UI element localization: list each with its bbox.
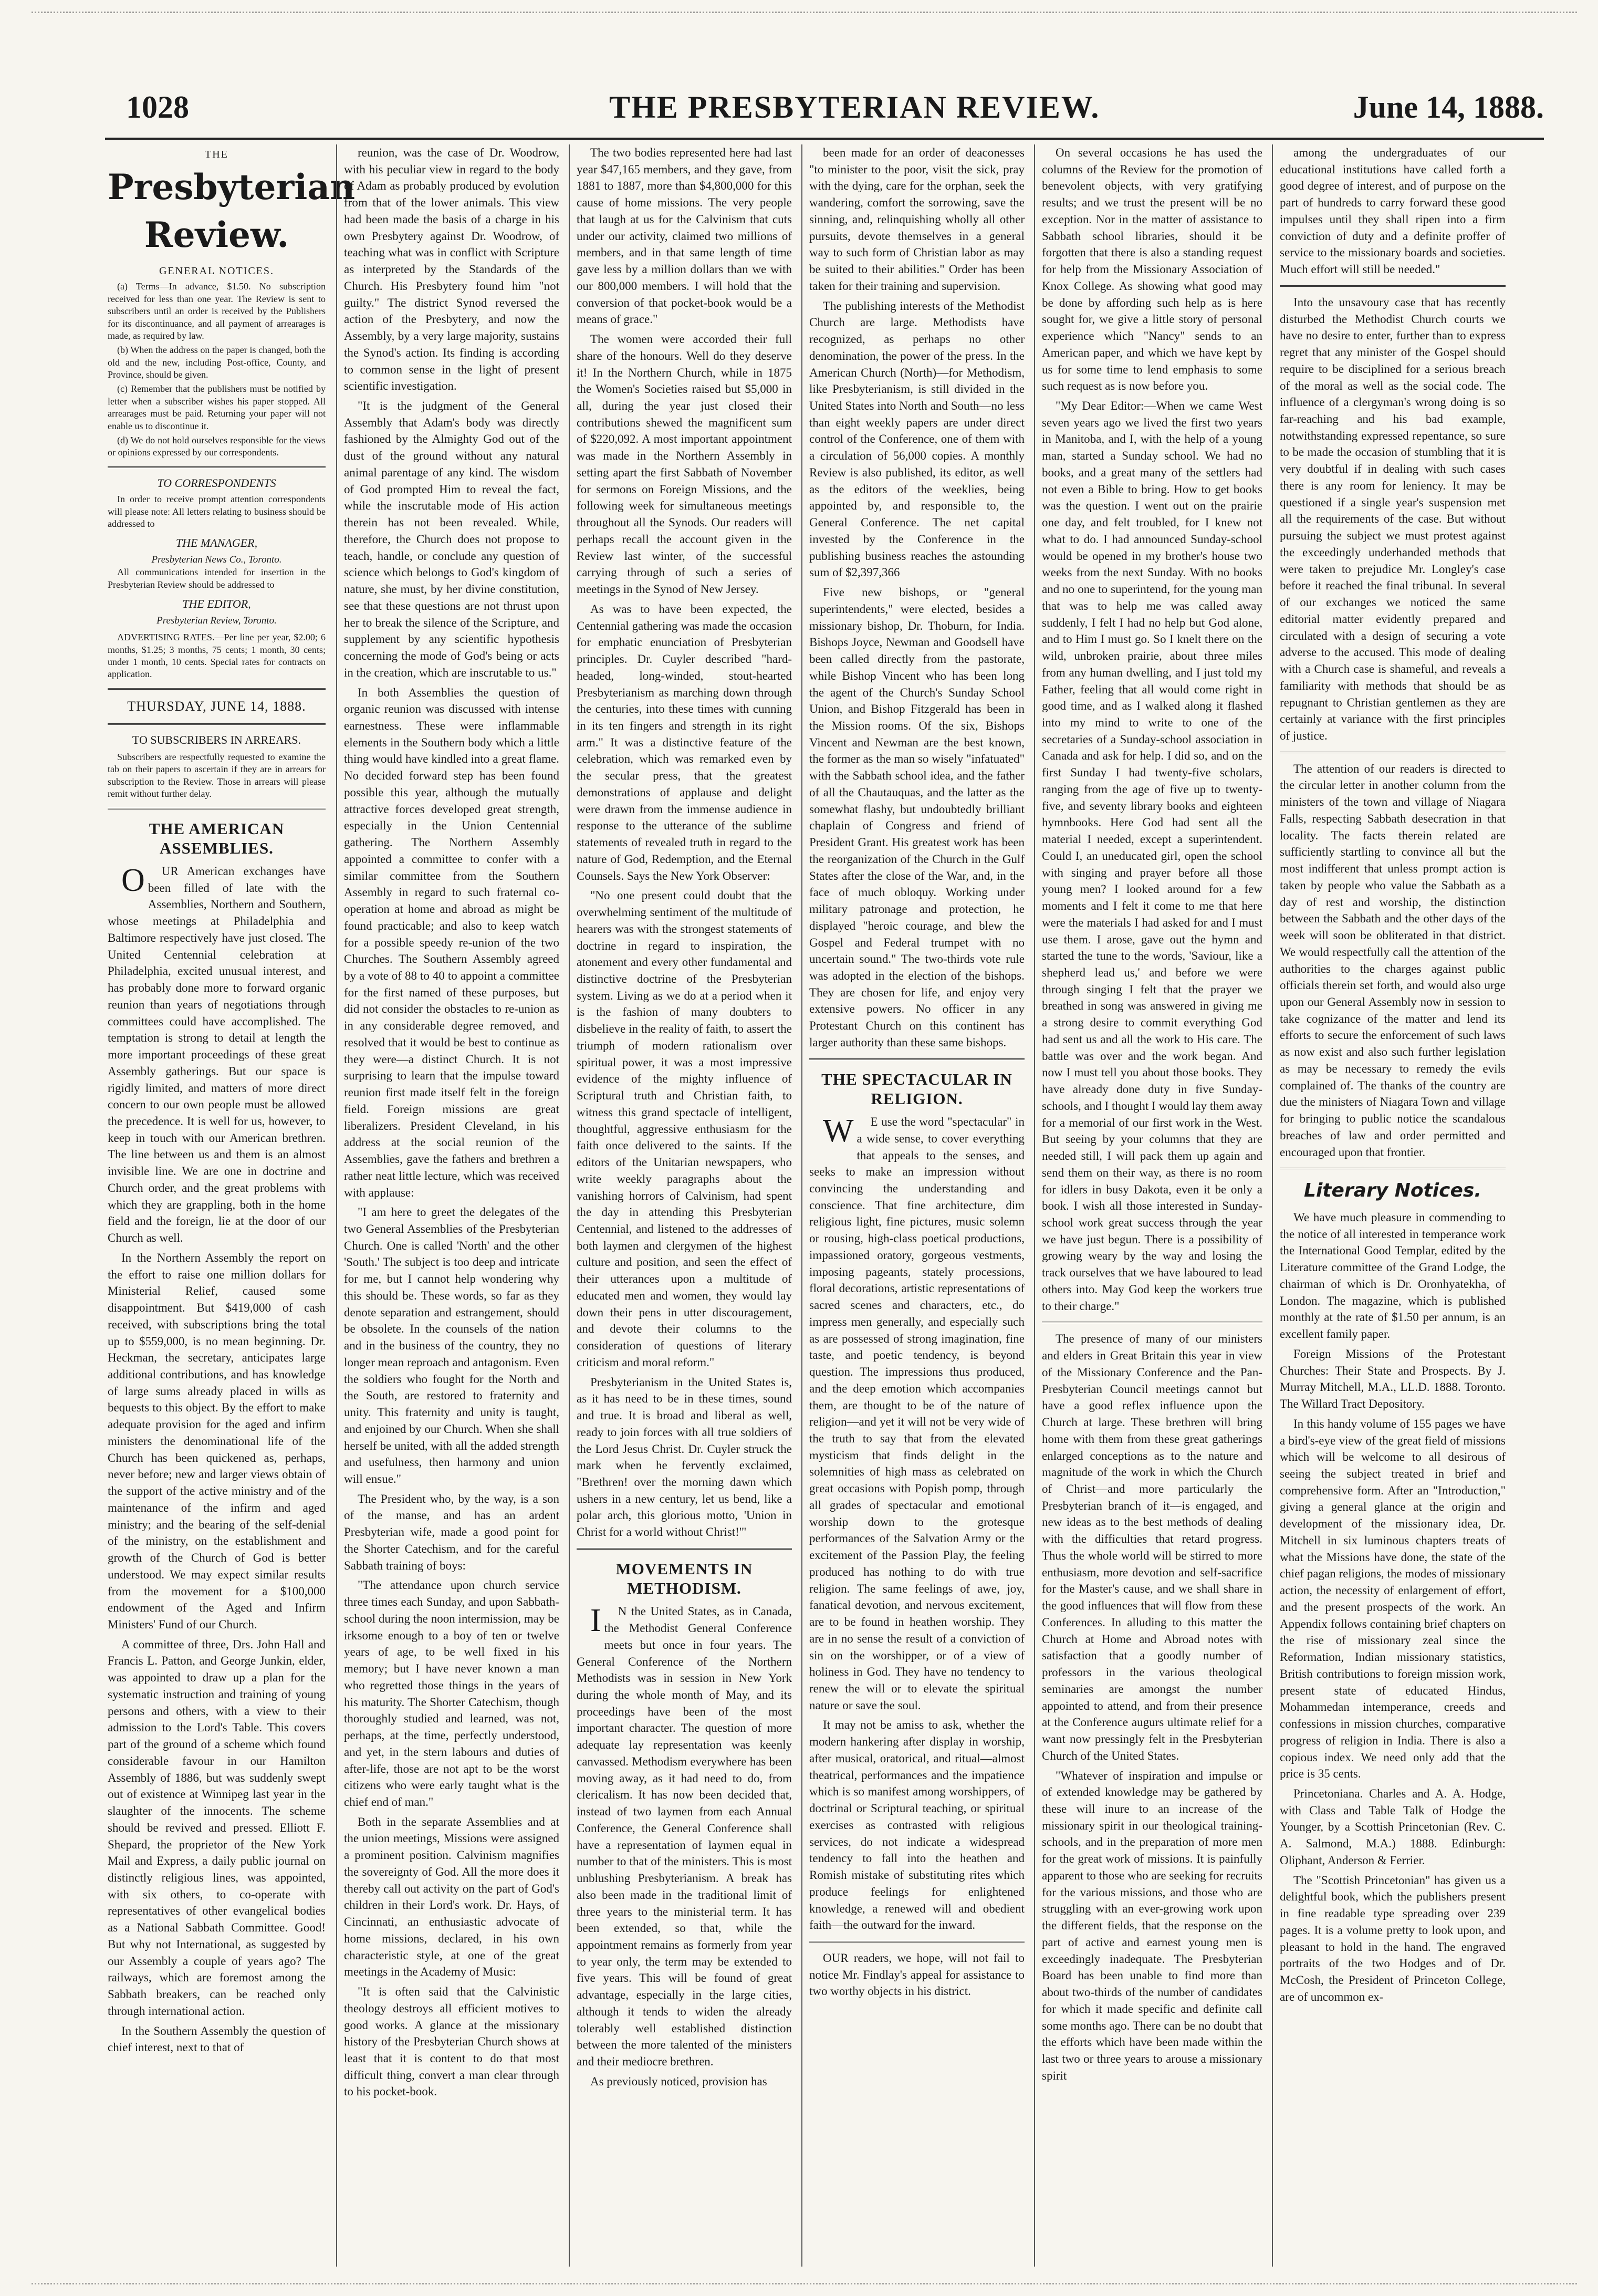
article-paragraph: The "Scottish Princetonian" has given us a delightful book, which the publishers present in fine readable type spreading over 239 pages. It is a volume pretty to look upon, and pleasant to hold in the hand. The engraved portraits of the two Hodges and of Dr. McCosh, the President of Princeton College, are of uncommon ex- <box>1280 1873 1506 2003</box>
article-spectacular-religion <box>809 1114 1025 1934</box>
notice-item: (c) Remember that the publishers must be notified by letter when a subscriber wishes his paper stopped. All arrearages must be paid. Returning your paper will not enable us to discontinue it. <box>108 383 326 431</box>
notice-item: (a) Terms—In advance, $1.50. No subscription received for less than one year. The Review is sent to subscribers until an order is received by the Publishers for its discontinuance, and all payment of arrearages is made, as required by law. <box>108 281 326 341</box>
article-paragraph: among the undergraduates of our educational institutions have called forth a good degree of interest, and of purpose on the part of hundreds to carry forward these good impulses until they shall ripen into a firm conviction of duty and a definite proffer of service to the missionary boards and societies. Much effort will still be needed." <box>1280 146 1506 276</box>
article-paragraph: "I am here to greet the delegates of the two General Assemblies of the Presbyterian Church. One is called 'North' and the other 'South.' The subject is too deep and intricate for me, but I cannot help wondering why this should be. These words, so far as they denote separation and estrangement, should be obsolete. In the counsels of the nation and in the business of the country, they no longer mean reproach and antagonism. Even the soldiers who fought for the North and the South, are restored to fraternity and unity. This fraternity and unity is taught, and enjoined by our Church. When she shall herself be united, with all the added strength and usefulness, then harmony and union will ensue." <box>344 1206 560 1486</box>
article-paragraph: In this handy volume of 155 pages we have a bird's-eye view of the great field of missions which will be welcome to all desirous of seeing the subject treated in brief and comprehensive form. After an "Introduction," giving a general glance at the origin and development of the missionary idea, Dr. Mitchell in six luminous chapters treats of what the Missions have done, the state of the chief pagan religions, the modes of missionary action, the necessity of enlargement of effort, and the present prospects of the work. An Appendix follows containing brief chapters on the rise of missionary zeal since the Reformation, Indian missionary statistics, British contributions to foreign mission work, present state of educated Hindus, Mohammedan intemperance, creeds and confessions in mission churches, comparative progress of religion in India. There is also a copious index. We need only add that the price is 35 cents. <box>1280 1417 1506 1781</box>
column-5 <box>1042 144 1262 2267</box>
column-6 <box>1280 144 1506 2267</box>
column-3 <box>577 144 792 2267</box>
manager-address: Presbyterian News Co., Toronto. <box>151 554 282 565</box>
divider <box>108 466 326 468</box>
correspondents-heading: TO CORRESPONDENTS <box>157 476 276 490</box>
article-paragraph: The publishing interests of the Methodist Church are large. Methodists have recognized, as perhaps no other denomination, the power of the press. In the American Church (North)—for Methodism, like Presbyterianism, is still divided in the United States into North and South—no less than eight weekly papers are under direct control of the Conference, one of them with a circulation of 56,000 copies. A monthly Review is also published, its editor, as well as the editors of the weeklies, being appointed by, and responsible to, the General Conference. The net capital invested by the Conference in the publishing business reaches the astounding sum of $2,397,366 <box>809 299 1025 579</box>
divider <box>108 808 326 809</box>
article-american-assemblies <box>108 863 326 2056</box>
article-paragraph: The two bodies represented here had last year $47,165 members, and they gave, from 1881 to 1887, more than $4,800,000 for this cause of home missions. The very people that laugh at us for the Calvinism that cuts under our activity, claimed two millions of members, and in that same length of time gave less by a million dollars than we with our 800,000 members. I will hold that the conversion of that pocket-book would be a means of grace." <box>577 146 792 326</box>
column-rule <box>336 144 337 2267</box>
article-paragraph: IN the United States, as in Canada, the Methodist General Conference meets but once in four years. The General Conference of the Northern Methodists was in session in New York during the whole month of May, and its proceedings have been of the most important character. The question of more adequate lay representation was keenly canvassed. Methodism everywhere has been moving away, as it had need to do, from clericalism. It has now been decided that, instead of two laymen from each Annual Conference, the General Conference shall have a representation of laymen equal in number to that of the ministers. This is most unblushing Presbyterianism. A break has also been made in the traditional limit of three years to the ministerial term. It has been extended, so that, while the appointment remains as formerly from year to year only, the term may be extended to five years. This will be found of great advantage, especially in the large cities, although it tends to widen the already tolerably well established distinction between the more talented of the ministers and their mediocre brethren. <box>577 1603 792 2069</box>
editor-paragraph: All communications intended for insertion in the Presbyterian Review should be addressed to <box>108 567 326 590</box>
article-paragraph: In both Assemblies the question of organic reunion was discussed with intense earnestness. These were inflammable elements in the Southern body which a little thing would have kindled into a great flame. No decided forward step has been found possible this year, although the mutually attractive forces developed great strength, especially in the Union Centennial gathering. The Northern Assembly appointed a committee to confer with a similar committee from the Southern Assembly in regard to such fraternal co-operation at home and abroad as might be found practicable; and also to keep watch for a possible speedy re-union of the two Churches. The Southern Assembly agreed by a vote of 88 to 40 to appoint a committee for the first named of these purposes, but did not consider the obstacles to re-union as in any considerable degree removed, and resolved that it would be best to continue as they were—a distinct Church. It is not surprising to learn that the impulse toward reunion first made itself felt in the foreign field. Foreign missions are great liberalizers. President Cleveland, in his address at the social reunion of the Assemblies, gave the fathers and brethren a rather neat little lecture, which was received with applause: <box>344 685 559 1199</box>
editor-heading: THE EDITOR, <box>182 597 251 611</box>
article-paragraph: The attention of our readers is directed to the circular letter in another column from the ministers of the town and village of Niagara Falls, respecting Sabbath desecration in that locality. The facts therein related are sufficiently startling to convince all but the most indifferent that unless prompt action is taken by people who value the Sabbath as a day of rest and worship, the distinction between the Sabbath and the other days of the week will soon be obliterated in that district. We would respectfully call the attention of the authorities to the charges against public officials therein set forth, and would also urge upon our General Assembly now in session to take cognizance of the matter and lend its efforts to secure the enforcement of such laws as now exist and also such further legislation as may be necessary to remedy the evils complained of. The thanks of the country are due the ministers of Niagara Town and village for bringing to public notice the scandalous breaches of law and order permitted and encouraged upon that frontier. <box>1280 762 1506 1159</box>
article-heading-spectacular-religion: THE SPECTACULAR IN RELIGION. <box>821 1069 1012 1108</box>
editor-address: Presbyterian Review, Toronto. <box>156 615 277 626</box>
divider <box>577 1548 792 1550</box>
header-rule <box>105 138 1544 140</box>
article-paragraph: It may not be amiss to ask, whether the modern hankering after display in worship, after musical, oratorical, and ritual—almost theatrical, performances and the impatience which is so manifest among worshippers, of doctrinal or Scriptural teaching, or spiritual exercises as contrasted with religious services, do not indicate a widespread tendency to fall into the heathen and Romish mistake of substituting rites which produce feelings for enlightened knowledge, a renewed will and obedient faith—the outward for the inward. <box>809 1718 1025 1932</box>
article-paragraph: OUR American exchanges have been filled of late with the Assemblies, Northern and Southern, whose meetings at Philadelphia and Baltimore respectively have just closed. The United Centennial celebration at Philadelphia, excited unusual interest, and has probably done more to forward organic reunion than years of negotiations through committees could have accomplished. The temptation is strong to detail at length the more important proceedings of these great Assembly gatherings. But our space is rigidly limited, and matters of more direct concern to our own people must be allowed the precedence. It is well for us, however, to keep in touch with our American brethren. The line between us and them is an almost invisible line. We are one in doctrine and Church order, and the great problems with which they are grappling, both in the home field and the foreign, lie at the door of our Church as well. <box>108 862 326 1245</box>
scan-edge-top <box>32 7 1577 13</box>
article-paragraph: Five new bishops, or "general superintendents," were elected, besides a missionary bishop, Dr. Thoburn, for India. Bishops Joyce, Newman and Goodsell have been called directly from the pastorate, while Bishop Vincent who has been long the agent of the Church's Sunday School Union, and Bishop Fitzgerald has been in the Mission rooms. Of the six, Bishops Vincent and Newman are the best known, the former as the man so wisely "infatuated" with the Sabbath school idea, and the father of all the Chautauquas, and the latter as the somewhat flashy, but undoubtedly brilliant chaplain of Congress and friend of President Grant. His greatest work has been the reorganization of the Church in the Gulf States after the close of the War, and, in the face of much obloquy. Working under military patronage and protection, he displayed "heroic courage, and blew the Gospel and Federal trumpet with no uncertain sound." The two-thirds vote rule was adopted in the election of the bishops. They are chosen for life, and enjoy very extensive powers. No officer in any Protestant Church on this continent has larger authority than these same bishops. <box>809 586 1025 1049</box>
literary-notices-heading: Literary Notices. <box>1304 1180 1481 1202</box>
column-2 <box>344 144 559 2267</box>
column-rule <box>569 144 570 2267</box>
article-paragraph: As previously noticed, provision has <box>590 2074 767 2088</box>
arrears-heading: TO SUBSCRIBERS IN ARREARS. <box>132 733 301 746</box>
general-notices-heading: GENERAL NOTICES. <box>159 265 275 277</box>
masthead-the: THE <box>205 149 228 160</box>
divider <box>1042 1322 1262 1323</box>
article-paragraph: Presbyterianism in the United States is, as it has need to be in these times, sound and true. It is broad and liberal as well, ready to join forces with all true soldiers of the Lord Jesus Christ. Dr. Cuyler struck the mark when he fervently exclaimed, "Brethren! over the morning dawn which ushers in a new century, let us bend, like a polar arch, this glorious motto, 'Union in Christ for a world without Christ!'" <box>577 1375 792 1539</box>
divider <box>108 723 326 725</box>
masthead-name: Presbyterian Review. <box>108 166 356 255</box>
article-paragraph: OUR readers, we hope, will not fail to notice Mr. Findlay's appeal for assistance to two worthy objects in his district. <box>809 1951 1025 1998</box>
issue-date: June 14, 1888. <box>1353 90 1544 124</box>
advertising-rates <box>108 631 326 681</box>
article-paragraph: We have much pleasure in commending to the notice of all interested in temperance work the International Good Templar, edited by the Literature committee of the Grand Lodge, the chairman of which is Dr. Oronhyatekha, of London. The magazine, which is published monthly at the rate of $1.50 per annum, is an excellent family paper. <box>1280 1211 1506 1341</box>
advertising-paragraph: ADVERTISING RATES.—Per line per year, $2.00; 6 months, $1.25; 3 months, 75 cents; 1 month, 30 cents; under 1 month, 10 cents. Special rates for contracts on application. <box>108 632 326 680</box>
article-paragraph: The women were accorded their full share of the honours. Well do they deserve it! In the Northern Church, while in 1875 the Women's Societies raised but $5,000 in all, during the year just closed their contributions shewed the magnificent sum of $220,092. A most important appointment was made in the Northern Assembly in setting apart the first Sabbath of November for sermons on Foreign Missions, and the following week for simultaneous meetings throughout all the Synods. Our readers will perhaps recall the account given in the Review last winter, of the successful carrying through of such a series of meetings in the Synod of New Jersey. <box>577 333 792 596</box>
divider <box>809 1058 1025 1060</box>
correspondents-paragraph: In order to receive prompt attention correspondents will please note: All letters relating to business should be addressed to <box>108 494 326 529</box>
notice-item: (d) We do not hold ourselves responsible for the views or opinions expressed by our correspondents. <box>108 435 326 458</box>
dateline: THURSDAY, JUNE 14, 1888. <box>127 698 306 714</box>
arrears-paragraph: Subscribers are respectfully requested to examine the tab on their papers to ascertain if they are in arrears for subscription to the Review. Those in arrears will please remit without further delay. <box>108 752 326 799</box>
article-paragraph: "No one present could doubt that the overwhelming sentiment of the multitude of hearers was with the strongest statements of doctrine in regard to inspiration, the atonement and every other fundamental and distinctive doctrine of the Presbyterian system. Living as we do at a period when it is the fashion of many doubters to disbelieve in the reality of faith, to assert the triumph of modern rationalism over spiritual power, it was a most impressive evidence of the mighty influence of Scriptural truth and Christian faith, to witness this grand spectacle of intelligent, thoughtful, aggressive enthusiasm for the faith once delivered to the saints. If the editors of the Unitarian newspapers, who write weekly paragraphs about the vanishing horrors of Calvinism, had spent the day in attending this Presbyterian Centennial, and listened to the addresses of both laymen and clergymen of the highest culture and position, and seen the effect of their utterances upon a multitude of educated men and women, they would lay down their pens in utter discouragement, and devote their columns to the consideration of questions of literary criticism and moral reform." <box>577 889 792 1369</box>
editor-text <box>108 566 326 591</box>
article-paragraph: "It is the judgment of the General Assembly that Adam's body was directly fashioned by the Almighty God out of the dust of the ground without any natural animal parentage of any kind. The wisdom of God prompted Him to reveal the fact, while the inscrutable mode of His action therein has not been revealed. While, therefore, the Church does not propose to teach, handle, or conclude any question of science which belongs to God's kingdom of nature, she must, by her divine constitution, see that these questions are not thrust upon her to break the silence of the Scripture, and supplement by any scientific hypothesis concerning the mode of God's being or acts in the creation, which are inscrutable to us." <box>344 399 559 679</box>
general-notices <box>108 280 326 459</box>
article-paragraph: The presence of many of our ministers and elders in Great Britain this year in view of the Missionary Conference and the Pan-Presbyterian Council meetings cannot but have a good reflex influence upon the Church at large. These brethren will bring home with them from these great gatherings enlarged conceptions as to the nature and magnitude of the work in which the Church of Christ—and more particularly the Presbyterian branch of it—is engaged, and new ideas as to the best methods of dealing with the difficulties that retard progress. Thus the whole world will be stirred to more enthusiasm, more devotion and self-sacrifice for the Master's cause, and we shall share in the good influences that will flow from these Conferences. In alluding to this matter the Church at Home and Abroad notes with satisfaction that a goodly number of professors in the various theological seminaries are amongst the number appointed to attend, and from their presence at the Conference augurs ultimate relief for a want now pressingly felt in the Presbyterian Church of the United States. <box>1042 1332 1262 1762</box>
divider <box>108 688 326 690</box>
correspondents-text <box>108 493 326 530</box>
article-paragraph: reunion, was the case of Dr. Woodrow, with his peculiar view in regard to the body of Adam as probably produced by evolution from that of the lower animals. This view had been made the basis of a charge in his own Presbytery against Dr. Woodrow, of teaching what was in conflict with Scripture as interpreted by the Standards of the Church. His Presbytery found him "not guilty." The district Synod reversed the action of the Presbytery, and now the Assembly, by a very large majority, sustains the Synod's action. Its finding is according to common sense in the light of present scientific investigation. <box>344 146 559 393</box>
newspaper-title: THE PRESBYTERIAN REVIEW. <box>609 90 1100 124</box>
page-number: 1028 <box>126 90 189 124</box>
arrears-text <box>108 751 326 801</box>
column-1 <box>108 144 356 2267</box>
article-paragraph: On several occasions he has used the columns of the Review for the promotion of benevolent objects, with very gratifying results; and we trust the present will be no exception. Nor in the matter of assistance to Sabbath school libraries, should it be forgotten that there is also a standing request for help from the Missionary Association of Knox College. As showing what good may be done by affording such help as is here sought for, we give a little story of personal experience which "Nancy" sends to an American paper, and which we have kept by us for some time to lend emphasis to some such request as is now before you. <box>1042 146 1262 393</box>
article-paragraph: Foreign Missions of the Protestant Churches: Their State and Prospects. By J. Murray Mitchell, M.A., LL.D. 1888. Toronto. The Willard Tract Depository. <box>1280 1347 1506 1411</box>
article-paragraph: "My Dear Editor:—When we came West seven years ago we lived the first two years in Manitoba, and I, with the help of a young man, started a Sunday school. We had no books, and a great many of the settlers had not even a Bible to bring. How to get books was the question. I went out on the prairie one day, and felt troubled, for I knew not what to do. I had announced Sunday-school would be opened in my brother's house two weeks from the next Sunday. With no books and no one to superintend, for the young man that was to help me was called away suddenly, I felt I had no help but God alone, and to Him I must go. So I knelt there on the wild, unbroken prairie, about three miles from any human dwelling, and I just told my Father, feeling that all would come right in good time, and as I walked along it flashed into my mind to write to one of the secretaries of a Sunday-school association in Canada and ask for help. I did so, and on the first Sunday I had twenty-five scholars, ranging from the age of five up to twenty-five, and seventy library books and eighteen hymnbooks. Here God had sent all the material I needed, except a superintendent. Could I, an uneducated girl, open the school with singing and prayer before all those young men? I looked around for a few moments and I felt it come to me that here were the materials I had asked for and I must use them. I arose, gave out the hymn and started the tune to the words, 'Saviour, like a shepherd lead us,' and before we were through singing I felt that the prayer we breathed in song was answered in giving me a strong desire to commit everything God had sent us and all the work to His care. The battle was over and the work began. And now I must tell you about those books. They have already done duty in five Sunday-schools, and I thought I would lay them away for a memorial of our first work in the West. But seeing by your columns that they are needed still, I will pack them up again and send them on their way, as there is no room for idlers in busy Dakota, even it be only a book. I wish all those interested in Sunday-school work great success through the year we have just begun. There is a possibility of growing weary by the way and losing the track ourselves that we have laboured to lead others into. May God keep the workers true to their charge." <box>1042 399 1262 1313</box>
manager-heading: THE MANAGER, <box>175 536 258 550</box>
notice-item: (b) When the address on the paper is changed, both the old and the new, including Post-office, County, and Province, should be given. <box>108 345 326 380</box>
article-paragraph: Into the unsavoury case that has recently disturbed the Methodist Church courts we have no desire to enter, further than to express regret that any minister of the Gospel should require to be disciplined for a serious breach of the moral as well as the social code. The influence of a clergyman's wrong doing is so far-reaching and his bad example, notwithstanding expressed repentance, so sure to be made the occasion of stumbling that it is very doubtful if in dealing with such cases there is any room for leniency. It may be questioned if a single year's suspension met all the requirements of the case. But without pursuing the subject we must protest against the exceedingly underhanded methods that were taken to prejudice Mr. Longley's case before it reached the final tribunal. In several of our exchanges we noticed the same editorial matter evidently prepared and circulated with a design of securing a vote adverse to the accused. This mode of dealing with a Church case is shameful, and reveals a familiarity with methods that should be as repugnant to Christian gentlemen as they are certainly at variance with the first principles of justice. <box>1280 295 1506 742</box>
article-heading-movements-methodism: MOVEMENTS IN METHODISM. <box>615 1559 753 1598</box>
article-paragraph: Princetoniana. Charles and A. A. Hodge, with Class and Table Talk of Hodge the Younger, by a Scottish Princetonian (Rev. C. A. Salmond, M.A.) 1888. Edinburgh: Oliphant, Anderson & Ferrier. <box>1280 1786 1506 1867</box>
column-rule <box>1034 144 1035 2267</box>
divider <box>809 1941 1025 1942</box>
article-paragraph: A committee of three, Drs. John Hall and Francis L. Patton, and George Junkin, elder, was appointed to draw up a plan for the systematic instruction and training of young persons and others, with a view to their admission to the Lord's Table. This covers part of the ground of a scheme which found considerable favour in our Hamilton Assembly of 1886, but was suddenly swept out of existence at Winnipeg last year in the slaughter of the innocents. The scheme should be revived and pressed. Elliott F. Shepard, the proprietor of the New York Mail and Express, a daily public journal on distinctly religious lines, was appointed, with six others, to co-operate with representatives of other evangelical bodies as a National Sabbath Committee. Good! But why not International, as suggested by our Assembly a couple of years ago? The railways, which are foremost among the Sabbath breakers, can be reached only through international action. <box>108 1637 326 2018</box>
article-paragraph: In the Northern Assembly the report on the effort to raise one million dollars for Ministerial Relief, caused some disappointment. But $419,000 of cash received, with subscriptions bring the total up to $559,000, is no mean beginning. Dr. Heckman, the secretary, anticipates large additional contributions, and has knowledge of large sums already placed in wills as bequests to this object. By the effort to make adequate provision for the aged and infirm ministers the denominational life of the Church has been quickened as, perhaps, never before; new and larger views obtain of the support of the active ministry and of the maintenance of the infirm and aged ministry; and the bearing of the self-denial of the ministry, on the establishment and growth of the Church of God is better understood. We may expect similar results from the movement for a $100,000 endowment of the Aged and Infirm Ministers' Fund of our Church. <box>108 1251 326 1631</box>
column-rule <box>801 144 802 2267</box>
article-heading-american-assemblies: THE AMERICAN ASSEMBLIES. <box>149 819 285 857</box>
article-paragraph: "The attendance upon church service three times each Sunday, and upon Sabbath-school during the noon intermission, may be irksome enough to a boy of ten or twelve years of age, to be well fixed in his memory; but I have never known a man who regretted those things in the years of his maturity. The Shorter Catechism, though thoroughly studied and learned, was not, perhaps, at the time, perfectly understood, and yet, in the stern labours and duties of after-life, those are not apt to be the worst citizens who were early taught what is the chief end of man." <box>344 1578 559 1809</box>
article-paragraph: been made for an order of deaconesses "to minister to the poor, visit the sick, pray with the dying, care for the orphan, seek the wandering, comfort the sorrowing, save the sinning, and, relinquishing wholly all other pursuits, devote themselves in a general way to such form of Christian labor as may be suited to their abilities." Order has been taken for their training and supervision. <box>809 146 1025 293</box>
article-paragraph: In the Southern Assembly the question of chief interest, next to that of <box>108 2024 326 2054</box>
divider <box>1280 285 1506 287</box>
article-paragraph: The President who, by the way, is a son of the manse, and has an ardent Presbyterian wife, made a good point for the Shorter Catechism, and for the careful Sabbath training of boys: <box>344 1492 559 1572</box>
article-paragraph: As was to have been expected, the Centennial gathering was made the occasion for emphatic enunciation of Presbyterian principles. Dr. Cuyler described "hard-headed, long-winded, stout-hearted Presbyterianism as marching down through the centuries, into these times with cunning in its ten fingers and strength in its right arm." It was a distinctive feature of the celebration, which was remarked even by the secular press, that the greatest demonstrations of applause and delight were drawn from the immense audience in response to the utterance of the sublime statements of revealed truth in regard to the nature of God, Redemption, and the Eternal Counsels. Says the New York Observer: <box>577 602 792 882</box>
column-4 <box>809 144 1025 2267</box>
article-paragraph: "It is often said that the Calvinistic theology destroys all efficient motives to good works. A glance at the missionary history of the Presbyterian Church shows at least that it is content to do that most difficult thing, convert a man clear through to his pocket-book. <box>344 1985 559 2098</box>
article-paragraph: Both in the separate Assemblies and at the union meetings, Missions were assigned a prominent position. Calvinism magnifies the sovereignty of God. All the more does it thereby call out activity on the part of God's children in their Lord's work. Dr. Hays, of Cincinnati, an enthusiastic advocate of home missions, declared, in his own characteristic style, at one of the great meetings in the Academy of Music: <box>344 1815 559 1979</box>
article-paragraph: "Whatever of inspiration and impulse or of extended knowledge may be gathered by these will inure to an increase of the missionary spirit in our theological training-schools, and in the preparation of more men for the great work of missions. It is painfully apparent to those who are seeking for recruits for the various missions, and those who are struggling with an ever-growing work upon the different fields, that the response on the part of active and earnest young men is exceedingly inadequate. The Presbyterian Board has been unable to find more than about two-thirds of the number of candidates for which it made specific and definite call some months ago. There can be no doubt that the efforts which have been made within the last two or three years to arouse a missionary spirit <box>1042 1769 1262 2082</box>
article-paragraph: WE use the word "spectacular" in a wide sense, to cover everything that appeals to the senses, and seeks to make an impression without convincing the understanding and conscience. That fine architecture, dim religious light, fine pictures, music solemn or rousing, high-class poetical productions, impassioned oratory, gorgeous vestments, imposing pageants, stately processions, floral decorations, artistic representations of sacred scenes and characters, etc., do impress men generally, and especially such as are possessed of strong imagination, fine taste, and poetic tendency, is beyond question. The impressions thus produced, and the deep emotion which accompanies them, are thought to be of the nature of religion—and yet it will not be very wide of the truth to say that from the elevated mysticism that finds delight in the solemnities of high mass as celebrated on great occasions with Popish pomp, through all grades of spectacular and emotional worship down to the grotesque performances of the Salvation Army or the excitement of the Passion Play, the feeling produced has nothing to do with true religion. The same feelings of awe, joy, fanatical devotion, and nervous excitement, are to be found in heathen worship. They are in no sense the result of a conviction of sin on the worshipper, or of a view of holiness in God. They have no tendency to renew the will or to elevate the spiritual nature or save the soul. <box>809 1113 1025 1712</box>
scan-edge-bottom <box>32 2283 1577 2288</box>
divider <box>1280 1168 1506 1169</box>
article-movements-methodism <box>577 1603 792 2090</box>
column-rule <box>1272 144 1273 2267</box>
page-header <box>126 79 1544 137</box>
divider <box>1280 752 1506 753</box>
